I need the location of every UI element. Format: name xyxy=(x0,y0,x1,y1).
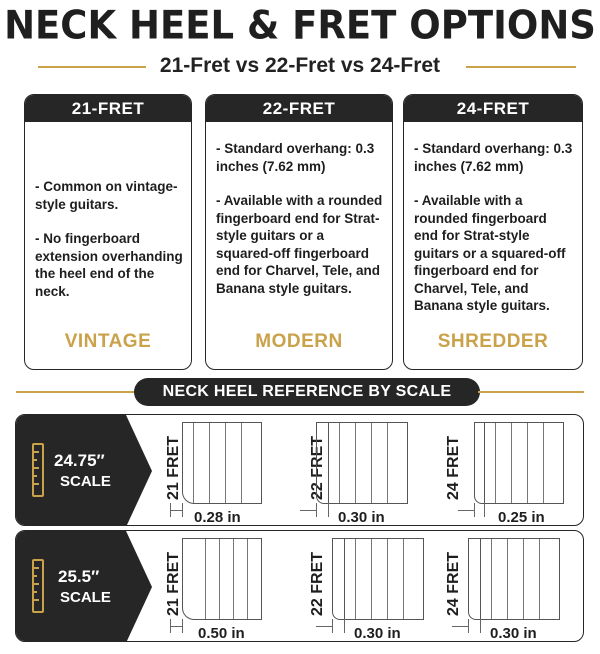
card-line: - Common on vintage-style guitars. xyxy=(35,179,178,212)
ruler-icon xyxy=(32,443,44,497)
card-heading: 21-FRET xyxy=(25,95,191,122)
neck-diagram xyxy=(148,415,293,526)
scale-badge xyxy=(16,415,126,525)
overhang-dimension: 0.30 in xyxy=(490,625,537,642)
card-line: - Available with a rounded fingerboard end for Strat-style guitars or a squared-off fingerboard end for Charvel, Tele, and Banana style guitars. xyxy=(414,193,566,313)
overhang-dimension: 0.28 in xyxy=(194,509,241,526)
neck-heel xyxy=(182,422,262,504)
neck-diagram xyxy=(428,531,573,642)
scale-panel-24-75 xyxy=(15,414,584,526)
subtitle-row xyxy=(0,54,600,82)
overhang-dimension: 0.30 in xyxy=(354,625,401,642)
neck-heel xyxy=(328,422,408,504)
card-line: - Standard overhang: 0.3 inches (7.62 mm) xyxy=(216,141,375,174)
ruler-icon xyxy=(32,559,44,613)
neck-heel xyxy=(182,538,262,620)
card-style-label: MODERN xyxy=(255,331,343,352)
overhang-dimension: 0.30 in xyxy=(338,509,385,526)
divider-left xyxy=(16,391,136,393)
scale-value: 25.5″ xyxy=(58,567,100,586)
card-line: - Standard overhang: 0.3 inches (7.62 mm) xyxy=(414,141,573,174)
card-style-label: VINTAGE xyxy=(64,331,152,352)
scale-badge xyxy=(16,531,126,641)
fret-label: 24 FRET xyxy=(445,435,462,500)
fret-label: 21 FRET xyxy=(165,435,182,500)
fret-label: 22 FRET xyxy=(309,551,326,616)
neck-diagram xyxy=(148,531,293,642)
neck-heel xyxy=(484,422,564,504)
fret-label: 24 FRET xyxy=(445,551,462,616)
card-line: - Available with a rounded fingerboard end for Strat-style guitars or a squared-off fingerboard end for Charvel, Tele, and Banana style guitars. xyxy=(216,193,383,296)
card-heading: 24-FRET xyxy=(404,95,582,122)
card-21-fret xyxy=(24,94,192,370)
divider-right xyxy=(466,66,576,68)
neck-heel xyxy=(480,538,560,620)
neck-heel xyxy=(344,538,424,620)
neck-diagram xyxy=(292,415,437,526)
overhang-dimension: 0.25 in xyxy=(498,509,545,526)
reference-heading-row xyxy=(0,378,600,408)
divider-right xyxy=(478,391,584,393)
fret-label: 22 FRET xyxy=(309,435,326,500)
scale-panel-25-5 xyxy=(15,530,584,642)
scale-value: 24.75″ xyxy=(54,451,105,470)
reference-heading: NECK HEEL REFERENCE BY SCALE xyxy=(134,378,480,406)
card-heading: 22-FRET xyxy=(206,95,392,122)
card-line: - No fingerboard extension overhanding the heel end of the neck. xyxy=(35,231,183,299)
card-24-fret xyxy=(403,94,583,370)
scale-word: SCALE xyxy=(60,589,111,606)
neck-diagram xyxy=(428,415,573,526)
overhang-dimension: 0.50 in xyxy=(198,625,245,642)
page-title: NECK HEEL & FRET OPTIONS xyxy=(4,2,596,49)
fret-label: 21 FRET xyxy=(165,551,182,616)
card-style-label: SHREDDER xyxy=(437,331,549,352)
scale-word: SCALE xyxy=(60,473,111,490)
neck-diagram xyxy=(292,531,437,642)
card-22-fret xyxy=(205,94,393,370)
page-subtitle: 21-Fret vs 22-Fret vs 24-Fret xyxy=(159,54,441,77)
